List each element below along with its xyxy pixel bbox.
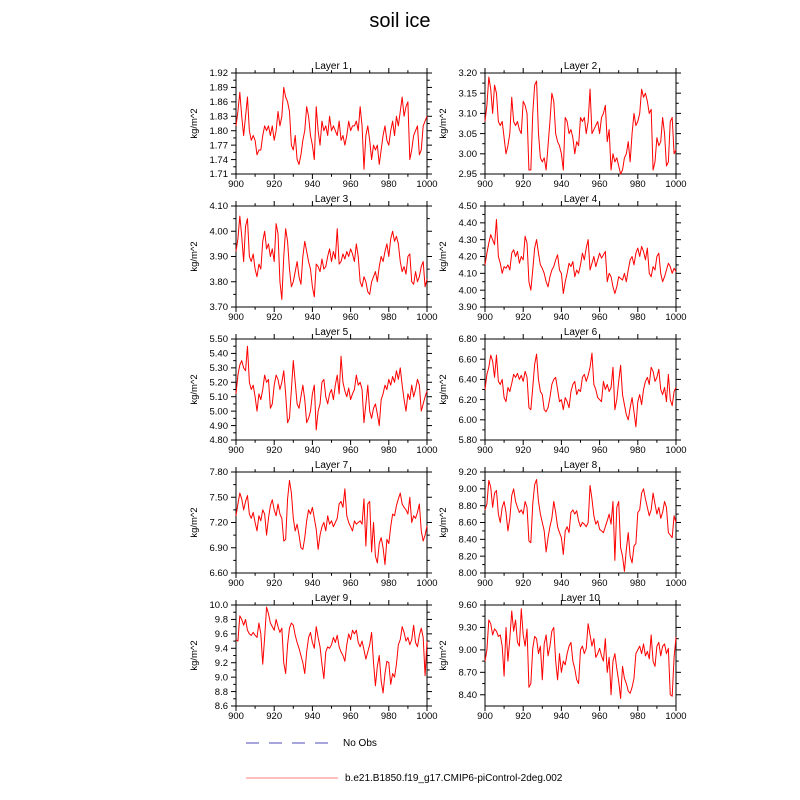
x-tick-label: 900 (228, 578, 244, 589)
x-tick-label: 940 (553, 179, 570, 190)
y-axis-label: kg/m^2 (438, 640, 449, 671)
y-tick-label: 1.77 (209, 140, 228, 152)
chart-panel-layer-4 (429, 194, 689, 327)
y-tick-label: 4.10 (209, 201, 228, 213)
legend-row-run (245, 771, 562, 785)
y-tick-label: 3.05 (458, 128, 477, 140)
x-tick-label: 1000 (416, 445, 438, 456)
x-tick-label: 1000 (416, 179, 438, 190)
x-tick-label: 940 (304, 711, 321, 722)
y-tick-label: 5.20 (209, 377, 228, 389)
x-tick-label: 920 (515, 312, 532, 323)
y-tick-label: 1.71 (209, 169, 228, 181)
x-tick-label: 940 (304, 179, 321, 190)
y-tick-label: 4.80 (209, 435, 228, 447)
y-tick-label: 3.00 (458, 149, 477, 160)
y-tick-label: 8.6 (214, 701, 228, 713)
y-tick-label: 3.70 (209, 302, 228, 314)
y-tick-label: 1.92 (209, 68, 228, 80)
y-tick-label: 1.83 (209, 111, 228, 123)
y-tick-label: 1.89 (209, 82, 228, 94)
x-tick-label: 960 (342, 179, 359, 190)
y-tick-label: 1.86 (209, 97, 228, 109)
legend-label-no-obs: No Obs (343, 737, 377, 749)
x-tick-label: 960 (591, 711, 608, 722)
x-tick-label: 940 (553, 445, 570, 456)
y-tick-label: 4.00 (458, 285, 477, 297)
x-tick-label: 980 (629, 711, 646, 722)
series-line (236, 480, 427, 564)
y-tick-label: 5.40 (209, 348, 228, 360)
x-tick-label: 940 (304, 312, 321, 323)
chart-panel-layer-7 (180, 460, 440, 593)
y-tick-label: 7.80 (209, 467, 228, 479)
x-tick-label: 1000 (665, 711, 687, 722)
run-solid-line-swatch (245, 775, 339, 781)
chart-panel-layer-5 (180, 327, 440, 460)
y-tick-label: 9.2 (214, 657, 228, 669)
x-tick-label: 980 (380, 445, 397, 456)
y-tick-label: 8.70 (458, 667, 477, 679)
y-tick-label: 10.0 (209, 600, 228, 612)
x-tick-label: 900 (228, 179, 244, 190)
x-tick-label: 960 (591, 179, 608, 190)
series-line (236, 216, 427, 299)
y-tick-label: 3.20 (458, 68, 477, 80)
series-line (485, 219, 676, 293)
y-tick-label: 3.90 (458, 302, 477, 314)
x-tick-label: 900 (477, 312, 493, 323)
y-tick-label: 8.20 (458, 551, 477, 563)
layer-8-chart (429, 460, 689, 593)
x-tick-label: 1000 (665, 445, 687, 456)
panel-title: Layer 6 (563, 327, 598, 338)
y-tick-label: 9.60 (458, 600, 477, 612)
chart-panel-layer-2 (429, 61, 689, 194)
layer-6-chart (429, 327, 689, 460)
x-tick-label: 920 (266, 445, 283, 456)
x-tick-label: 940 (553, 711, 570, 722)
y-tick-label: 4.00 (209, 226, 228, 238)
y-tick-label: 4.30 (458, 234, 477, 246)
x-tick-label: 900 (228, 312, 244, 323)
panel-title: Layer 1 (314, 61, 349, 72)
legend (0, 730, 800, 790)
y-tick-label: 5.30 (209, 363, 228, 375)
panel-title: Layer 3 (314, 194, 349, 205)
y-tick-label: 3.90 (209, 251, 228, 263)
x-tick-label: 900 (477, 578, 493, 589)
x-tick-label: 1000 (665, 179, 687, 190)
x-tick-label: 980 (380, 711, 397, 722)
y-tick-label: 6.60 (458, 354, 477, 366)
x-tick-label: 920 (515, 179, 532, 190)
y-tick-label: 9.0 (214, 672, 228, 684)
series-line (236, 607, 427, 693)
x-tick-label: 960 (342, 445, 359, 456)
y-tick-label: 3.10 (458, 108, 477, 120)
y-tick-label: 1.74 (209, 154, 228, 166)
y-tick-label: 5.50 (209, 334, 228, 346)
y-tick-label: 8.00 (458, 568, 477, 580)
x-tick-label: 980 (380, 312, 397, 323)
x-tick-label: 920 (515, 711, 532, 722)
y-tick-label: 6.40 (458, 374, 477, 386)
y-axis-label: kg/m^2 (189, 640, 200, 671)
chart-panel-layer-9 (180, 593, 440, 726)
y-tick-label: 9.00 (458, 645, 477, 657)
y-tick-label: 8.80 (458, 500, 477, 512)
y-tick-label: 8.8 (214, 686, 228, 698)
y-axis-label: kg/m^2 (438, 241, 449, 272)
y-tick-label: 9.20 (458, 467, 477, 479)
x-tick-label: 920 (266, 179, 283, 190)
y-tick-label: 9.8 (214, 614, 228, 626)
x-tick-label: 1000 (665, 312, 687, 323)
y-tick-label: 4.20 (458, 251, 477, 263)
layer-10-chart (429, 593, 689, 726)
y-tick-label: 6.20 (458, 394, 477, 406)
y-tick-label: 1.80 (209, 125, 228, 137)
x-tick-label: 980 (380, 578, 397, 589)
x-tick-label: 920 (515, 578, 532, 589)
x-tick-label: 980 (629, 312, 646, 323)
x-tick-label: 980 (629, 578, 646, 589)
x-tick-label: 920 (266, 711, 283, 722)
series-line (236, 87, 427, 169)
series-line (485, 609, 676, 699)
x-tick-label: 960 (591, 312, 608, 323)
y-axis-label: kg/m^2 (189, 241, 200, 272)
layer-1-chart (180, 61, 440, 194)
y-tick-label: 9.6 (214, 629, 228, 641)
chart-panel-layer-3 (180, 194, 440, 327)
x-tick-label: 980 (380, 179, 397, 190)
x-tick-label: 1000 (665, 578, 687, 589)
y-axis-label: kg/m^2 (438, 374, 449, 405)
y-tick-label: 4.50 (458, 201, 477, 213)
x-tick-label: 900 (228, 445, 244, 456)
x-tick-label: 1000 (416, 578, 438, 589)
x-tick-label: 1000 (416, 312, 438, 323)
x-tick-label: 980 (629, 179, 646, 190)
x-tick-label: 900 (477, 445, 493, 456)
y-tick-label: 4.90 (209, 420, 228, 432)
chart-panel-layer-8 (429, 460, 689, 593)
x-tick-label: 940 (553, 312, 570, 323)
chart-panel-layer-10 (429, 593, 689, 726)
y-axis-label: kg/m^2 (438, 108, 449, 139)
y-tick-label: 9.00 (458, 484, 477, 496)
x-tick-label: 940 (304, 578, 321, 589)
x-tick-label: 920 (266, 312, 283, 323)
y-tick-label: 4.10 (458, 268, 477, 280)
x-tick-label: 980 (629, 445, 646, 456)
chart-panel-layer-1 (180, 61, 440, 194)
x-tick-label: 900 (477, 179, 493, 190)
y-tick-label: 4.40 (458, 218, 477, 230)
y-tick-label: 6.90 (209, 542, 228, 554)
series-line (485, 353, 676, 427)
y-axis-label: kg/m^2 (438, 507, 449, 538)
layer-9-chart (180, 593, 440, 726)
y-tick-label: 3.80 (209, 276, 228, 288)
y-tick-label: 3.15 (458, 88, 477, 100)
layer-4-chart (429, 194, 689, 327)
panel-title: Layer 8 (563, 460, 598, 471)
y-axis-label: kg/m^2 (189, 108, 200, 139)
panel-title: Layer 9 (314, 593, 349, 604)
series-line (485, 480, 676, 572)
y-tick-label: 5.10 (209, 391, 228, 403)
layer-5-chart (180, 327, 440, 460)
x-tick-label: 920 (266, 578, 283, 589)
x-tick-label: 1000 (416, 711, 438, 722)
panel-title: Layer 7 (314, 460, 349, 471)
y-tick-label: 7.20 (209, 517, 228, 529)
legend-label-run: b.e21.B1850.f19_g17.CMIP6-piControl-2deg.002 (345, 772, 563, 784)
y-tick-label: 6.60 (209, 568, 228, 580)
y-tick-label: 7.50 (209, 492, 228, 504)
x-tick-label: 940 (304, 445, 321, 456)
x-tick-label: 900 (477, 711, 493, 722)
x-tick-label: 920 (515, 445, 532, 456)
y-tick-label: 9.4 (214, 643, 228, 655)
layer-7-chart (180, 460, 440, 593)
series-line (236, 346, 427, 430)
panel-title: Layer 10 (561, 593, 600, 604)
x-tick-label: 940 (553, 578, 570, 589)
x-tick-label: 960 (342, 312, 359, 323)
no-obs-dashed-line-swatch (245, 740, 337, 746)
y-tick-label: 6.00 (458, 415, 477, 426)
panel-title: Layer 2 (563, 61, 598, 72)
panel-title: Layer 4 (563, 194, 598, 205)
legend-row-no-obs (245, 736, 377, 750)
y-tick-label: 5.00 (209, 406, 228, 418)
y-tick-label: 8.40 (458, 534, 477, 546)
y-axis-label: kg/m^2 (189, 507, 200, 538)
layer-2-chart (429, 61, 689, 194)
panel-title: Layer 5 (314, 327, 349, 338)
y-tick-label: 5.80 (458, 435, 477, 447)
y-tick-label: 8.60 (458, 517, 477, 529)
layer-3-chart (180, 194, 440, 327)
x-tick-label: 960 (591, 578, 608, 589)
y-axis-label: kg/m^2 (189, 374, 200, 405)
series-line (485, 77, 676, 174)
x-tick-label: 960 (342, 578, 359, 589)
y-tick-label: 2.95 (458, 169, 477, 181)
chart-panel-layer-6 (429, 327, 689, 460)
y-tick-label: 6.80 (458, 334, 477, 346)
x-tick-label: 960 (591, 445, 608, 456)
x-tick-label: 960 (342, 711, 359, 722)
page-title: soil ice (369, 10, 431, 32)
y-tick-label: 9.30 (458, 622, 477, 634)
x-tick-label: 900 (228, 711, 244, 722)
y-tick-label: 8.40 (458, 689, 477, 701)
